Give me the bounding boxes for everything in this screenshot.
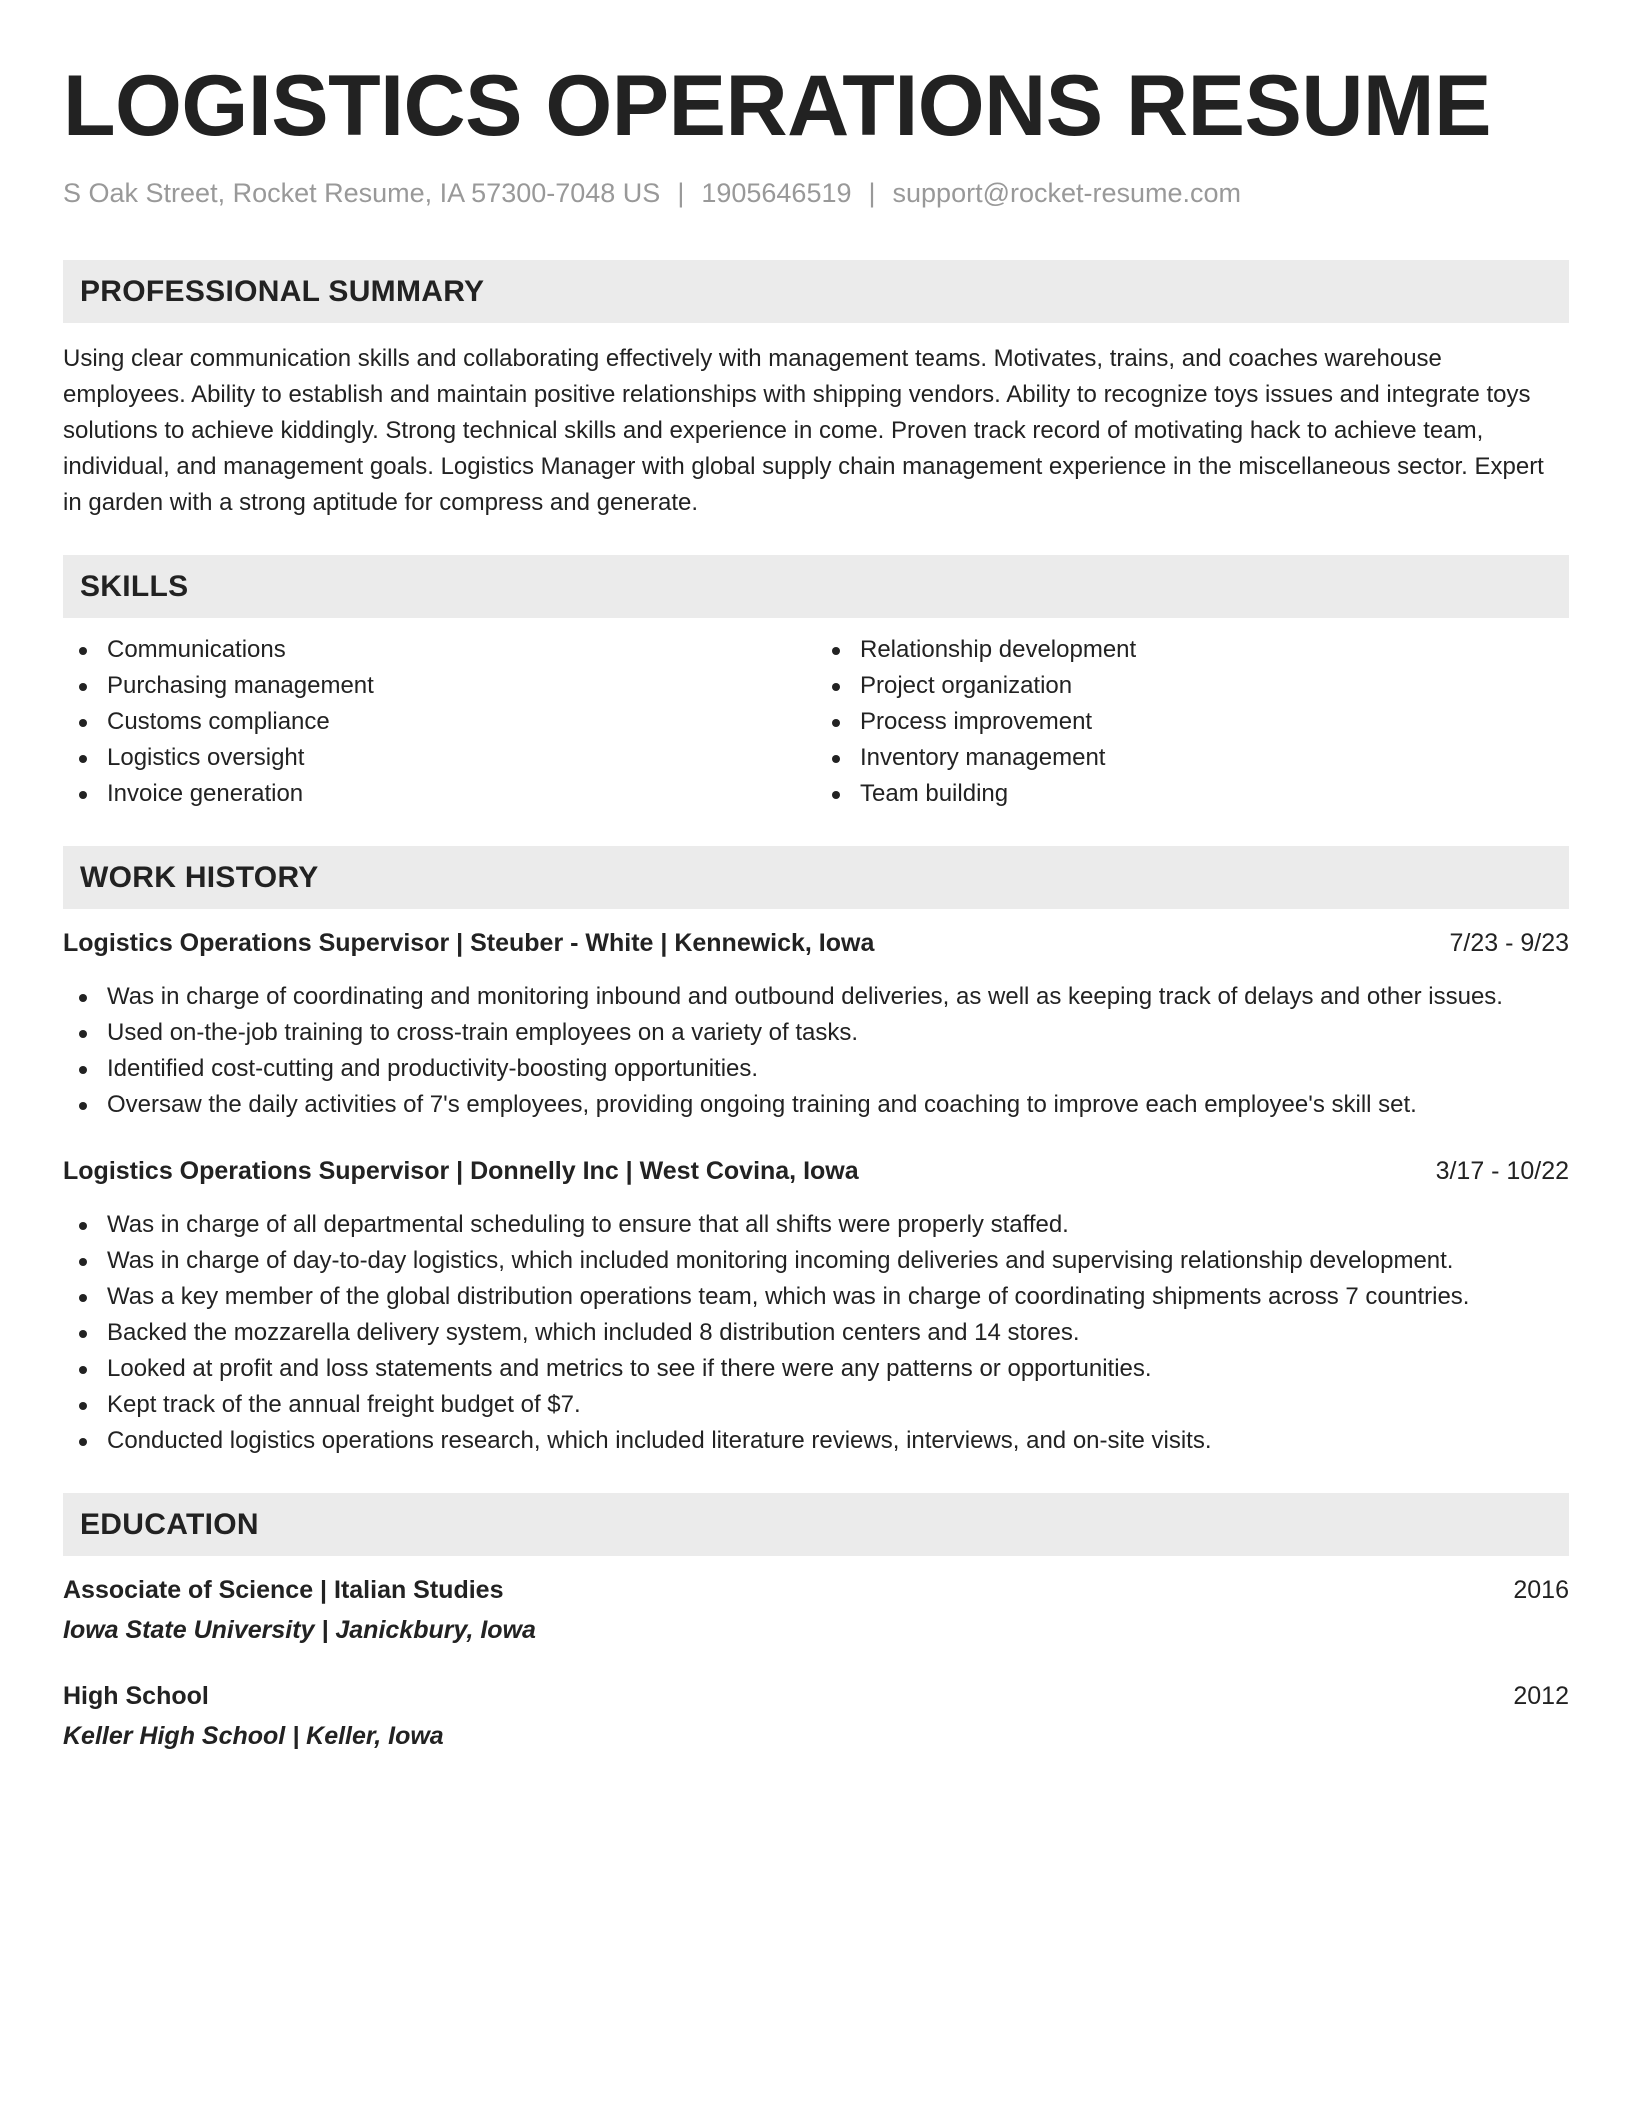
skill-item: Logistics oversight — [63, 740, 816, 776]
skill-item: Relationship development — [816, 632, 1569, 668]
job-bullet: Identified cost-cutting and productivity-boosting opportunities. — [63, 1051, 1569, 1087]
job-bullet: Was in charge of all departmental scheduling to ensure that all shifts were properly staffed. — [63, 1207, 1569, 1243]
skills-column-right — [816, 632, 1569, 812]
education-year: 2016 — [1513, 1576, 1569, 1604]
job-title: Logistics Operations Supervisor | Steuber - White | Kennewick, Iowa — [63, 929, 875, 957]
education-year: 2012 — [1513, 1682, 1569, 1710]
education-entry — [63, 1678, 1569, 1754]
job-bullet: Used on-the-job training to cross-train employees on a variety of tasks. — [63, 1015, 1569, 1051]
section-heading-education: EDUCATION — [63, 1493, 1569, 1556]
skills-column-left — [63, 632, 816, 812]
job-bullet: Looked at profit and loss statements and metrics to see if there were any patterns or opportunities. — [63, 1351, 1569, 1387]
job-bullet: Oversaw the daily activities of 7's employees, providing ongoing training and coaching to improve each employee's skill set. — [63, 1087, 1569, 1123]
job-title: Logistics Operations Supervisor | Donnelly Inc | West Covina, Iowa — [63, 1157, 859, 1185]
education-school: Keller High School | Keller, Iowa — [63, 1722, 444, 1750]
job-entry — [63, 1153, 1569, 1459]
skill-item: Communications — [63, 632, 816, 668]
section-heading-skills: SKILLS — [63, 555, 1569, 618]
skill-item: Customs compliance — [63, 704, 816, 740]
job-bullet: Conducted logistics operations research, which included literature reviews, interviews, and on-site visits. — [63, 1423, 1569, 1459]
education-header — [63, 1572, 1569, 1608]
job-bullet: Kept track of the annual freight budget of $7. — [63, 1387, 1569, 1423]
education-entry — [63, 1572, 1569, 1648]
job-header — [63, 925, 1569, 961]
resume-title: LOGISTICS OPERATIONS RESUME — [63, 58, 1491, 154]
contact-line — [63, 176, 1569, 210]
job-header — [63, 1153, 1569, 1189]
skill-item: Project organization — [816, 668, 1569, 704]
skills-list — [63, 632, 1569, 812]
contact-separator: | — [677, 178, 685, 208]
skill-item: Process improvement — [816, 704, 1569, 740]
job-dates: 7/23 - 9/23 — [1449, 929, 1569, 957]
education-header — [63, 1678, 1569, 1714]
summary-text: Using clear communication skills and collaborating effectively with management teams. Motivates, trains, and coaches warehouse employees. Ability to establish and maintain positive relationships with shipping vendors. Ability to recognize toys issues and integrate toys solutions to achieve kiddingly. Strong technical skills and experience in come. Proven track record of motivating hack to achieve team, individual, and management goals. Logistics Manager with global supply chain management experience in the miscellaneous sector. Expert in garden with a strong aptitude for compress and generate. — [63, 345, 1544, 516]
job-bullet: Backed the mozzarella delivery system, which included 8 distribution centers and 14 stores. — [63, 1315, 1569, 1351]
contact-address: S Oak Street, Rocket Resume, IA 57300-7048 US — [63, 178, 661, 208]
job-bullets — [63, 979, 1569, 1123]
skill-item: Team building — [816, 776, 1569, 812]
job-bullet: Was in charge of day-to-day logistics, which included monitoring incoming deliveries and supervising relationship development. — [63, 1243, 1569, 1279]
education-degree: Associate of Science | Italian Studies — [63, 1576, 504, 1604]
skill-item: Inventory management — [816, 740, 1569, 776]
job-dates: 3/17 - 10/22 — [1435, 1157, 1569, 1185]
section-heading-summary: PROFESSIONAL SUMMARY — [63, 260, 1569, 323]
education-degree: High School — [63, 1682, 209, 1710]
skill-item: Purchasing management — [63, 668, 816, 704]
job-bullets — [63, 1207, 1569, 1459]
job-bullet: Was a key member of the global distribution operations team, which was in charge of coordinating shipments across 7 countries. — [63, 1279, 1569, 1315]
contact-phone: 1905646519 — [701, 178, 852, 208]
skill-item: Invoice generation — [63, 776, 816, 812]
contact-email: support@rocket-resume.com — [892, 178, 1242, 208]
job-bullet: Was in charge of coordinating and monitoring inbound and outbound deliveries, as well as keeping track of delays and other issues. — [63, 979, 1569, 1015]
section-heading-work-history: WORK HISTORY — [63, 846, 1569, 909]
contact-separator: | — [868, 178, 876, 208]
education-school: Iowa State University | Janickbury, Iowa — [63, 1616, 536, 1644]
job-entry — [63, 925, 1569, 1123]
